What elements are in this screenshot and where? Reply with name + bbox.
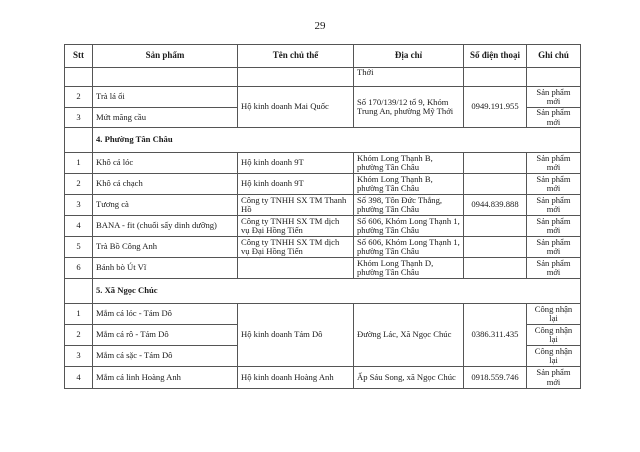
note-cell: Sản phẩm mới xyxy=(527,258,581,279)
table-row xyxy=(65,68,581,87)
phone-cell xyxy=(464,216,527,237)
product-cell: Mắm cá lóc - Tám Dô xyxy=(93,304,238,325)
header-stt: Stt xyxy=(65,45,93,68)
address-cell: Đường Lác, Xã Ngọc Chúc xyxy=(354,304,464,367)
stt-cell: 6 xyxy=(65,258,93,279)
note-cell: Sản phẩm mới xyxy=(527,237,581,258)
stt-cell: 2 xyxy=(65,87,93,108)
section-row xyxy=(65,279,581,304)
owner-cell: Hộ kinh doanh Tám Dô xyxy=(238,304,354,367)
owner-cell: Hộ kinh doanh 9T xyxy=(238,153,354,174)
section-title: 5. Xã Ngọc Chúc xyxy=(93,279,581,304)
product-table xyxy=(64,44,581,389)
product-cell: Tương cà xyxy=(93,195,238,216)
address-cell: Khóm Long Thạnh B, phường Tân Châu xyxy=(354,174,464,195)
owner-cell: Công ty TNHH SX TM Thanh Hồ xyxy=(238,195,354,216)
table-row xyxy=(65,195,581,216)
table-row xyxy=(65,367,581,389)
address-cell: Số 170/139/12 tổ 9, Khóm Trung An, phường Mỹ Thới xyxy=(354,87,464,128)
owner-cell: Hộ kinh doanh Hoàng Anh xyxy=(238,367,354,389)
owner-cell xyxy=(238,258,354,279)
stt-cell: 2 xyxy=(65,174,93,195)
phone-cell xyxy=(464,153,527,174)
phone-cell xyxy=(464,258,527,279)
phone-cell xyxy=(464,237,527,258)
phone-cell: 0918.559.746 xyxy=(464,367,527,389)
product-cell: Khô cá chạch xyxy=(93,174,238,195)
product-cell: Bánh bò Út Vĩ xyxy=(93,258,238,279)
product-cell: Trà lá ổi xyxy=(93,87,238,108)
phone-cell: 0944.839.888 xyxy=(464,195,527,216)
address-cell: Số 398, Tôn Đức Thắng, phường Tân Châu xyxy=(354,195,464,216)
owner-cell: Công ty TNHH SX TM dịch vụ Đại Hồng Tiến xyxy=(238,237,354,258)
table-row xyxy=(65,87,581,108)
product-cell: Mắm cá rô - Tám Dô xyxy=(93,325,238,346)
address-cell: Khóm Long Thạnh D, phường Tân Châu xyxy=(354,258,464,279)
table-row xyxy=(65,216,581,237)
stt-cell: 3 xyxy=(65,108,93,128)
stt-cell: 4 xyxy=(65,367,93,389)
header-address: Địa chỉ xyxy=(354,45,464,68)
address-cell: Số 606, Khóm Long Thạnh 1, phường Tân Châu xyxy=(354,216,464,237)
note-cell: Sản phẩm mới xyxy=(527,87,581,108)
product-cell: Khô cá lóc xyxy=(93,153,238,174)
table-header-row xyxy=(65,45,581,68)
stt-cell: 3 xyxy=(65,346,93,367)
note-cell: Công nhận lại xyxy=(527,304,581,325)
header-product: Sản phẩm xyxy=(93,45,238,68)
address-cell: Thới xyxy=(354,68,464,87)
stt-cell: 1 xyxy=(65,153,93,174)
note-cell: Sản phẩm mới xyxy=(527,153,581,174)
header-phone: Số điện thoại xyxy=(464,45,527,68)
note-cell: Sản phẩm mới xyxy=(527,195,581,216)
section-row xyxy=(65,128,581,153)
product-cell: Mứt mãng cầu xyxy=(93,108,238,128)
product-cell: Mắm cá linh Hoàng Anh xyxy=(93,367,238,389)
owner-cell: Hộ kinh doanh Mai Quốc xyxy=(238,87,354,128)
address-cell: Số 606, Khóm Long Thạnh 1, phường Tân Châu xyxy=(354,237,464,258)
table-row xyxy=(65,304,581,325)
product-cell: Trà Bồ Công Anh xyxy=(93,237,238,258)
table-row xyxy=(65,237,581,258)
table-row xyxy=(65,174,581,195)
table-row xyxy=(65,258,581,279)
page-number: 29 xyxy=(314,20,326,32)
address-cell: Ấp Sáu Song, xã Ngọc Chúc xyxy=(354,367,464,389)
note-cell: Công nhận lại xyxy=(527,346,581,367)
product-cell: Mắm cá sặc - Tám Dô xyxy=(93,346,238,367)
note-cell: Sản phẩm mới xyxy=(527,108,581,128)
header-note: Ghi chú xyxy=(527,45,581,68)
product-cell: BANA - fit (chuối sấy dinh dưỡng) xyxy=(93,216,238,237)
section-title: 4. Phường Tân Châu xyxy=(93,128,581,153)
phone-cell xyxy=(464,174,527,195)
owner-cell: Hộ kinh doanh 9T xyxy=(238,174,354,195)
phone-cell: 0386.311.435 xyxy=(464,304,527,367)
note-cell: Công nhận lại xyxy=(527,325,581,346)
address-cell: Khóm Long Thạnh B, phường Tân Châu xyxy=(354,153,464,174)
note-cell: Sản phẩm mới xyxy=(527,216,581,237)
stt-cell: 2 xyxy=(65,325,93,346)
phone-cell: 0949.191.955 xyxy=(464,87,527,128)
table-row xyxy=(65,153,581,174)
header-owner: Tên chủ thể xyxy=(238,45,354,68)
stt-cell: 1 xyxy=(65,304,93,325)
note-cell: Sản phẩm mới xyxy=(527,367,581,389)
stt-cell: 3 xyxy=(65,195,93,216)
stt-cell: 5 xyxy=(65,237,93,258)
note-cell: Sản phẩm mới xyxy=(527,174,581,195)
owner-cell: Công ty TNHH SX TM dịch vụ Đại Hồng Tiến xyxy=(238,216,354,237)
stt-cell: 4 xyxy=(65,216,93,237)
